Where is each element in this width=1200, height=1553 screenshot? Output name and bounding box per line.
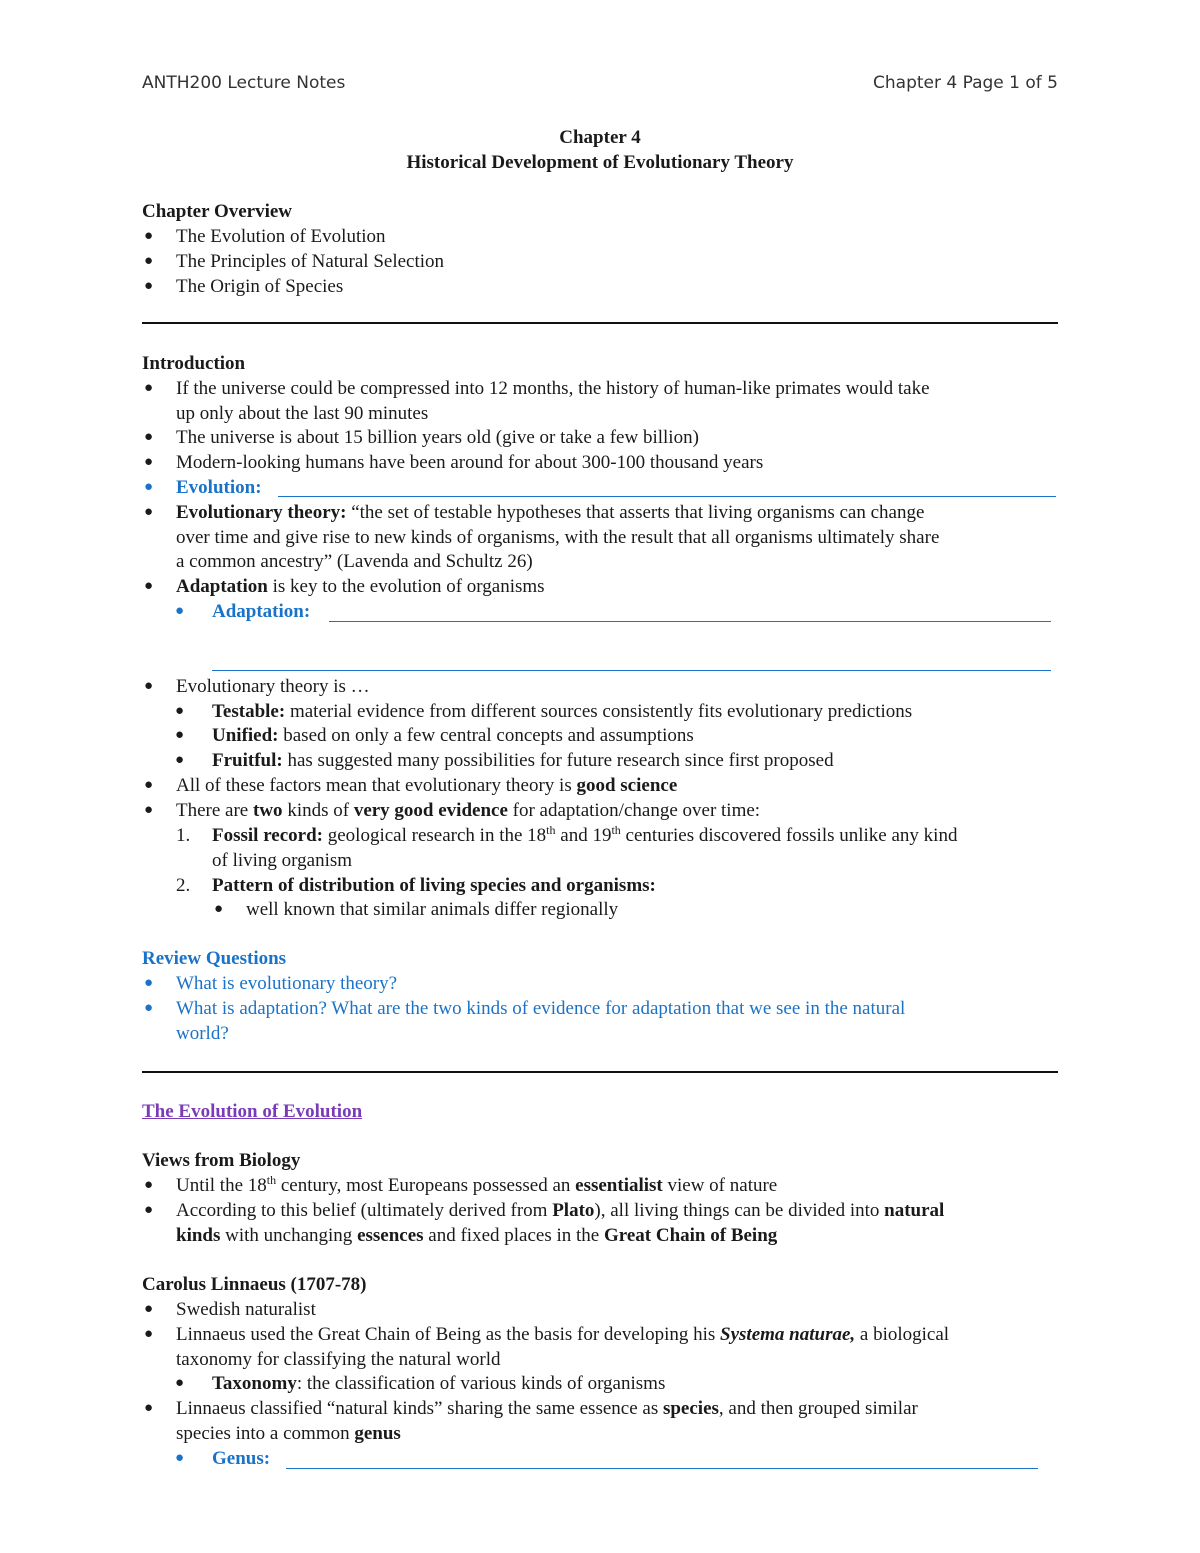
header-page-number: Chapter 4 Page 1 of 5 xyxy=(873,73,1058,93)
bullet-icon: ● xyxy=(144,975,154,991)
bullet-icon: ● xyxy=(144,479,154,495)
list-item-continued: up only about the last 90 minutes xyxy=(176,403,429,424)
bullet-icon: ● xyxy=(144,678,154,694)
adaptation-blank-line[interactable] xyxy=(329,621,1051,622)
bullet-icon: ● xyxy=(144,504,154,520)
document-page: ANTH200 Lecture Notes Chapter 4 Page 1 of 5 Chapter 4 Historical Development of Evolutionary Theory Chapter Overview ● The Evolution of Evolution ● The Principles of Natural Selection ● The Origin of Species Introduction ● If the universe could be compressed into 12 months, the history of human-like primates would take up only about the last 90 minutes ● The universe is about 15 billion years old (give or take a few billion) ● Modern-looking humans have been around for about 300-100 thousand years ● Evolution: ● Evolutionary theory: “the set of testable hypotheses that asserts that living organisms can change over time and give rise to new kinds of organisms, with the result that all organisms ultimately share a common ancestry” (Lavenda and Schultz 26) ● Adaptation is key to the evolution of organisms ● Adaptation: ● Evolutionary theory is … ● Testable: material evidence from different sources consistently fits evolutionary predictions ● Unified: based on only a few central concepts and assumptions ● Fruitful: has suggested many possibilities for future research since first proposed ● All of these factors mean that evolutionary theory is good science ● There are two kinds of very good evidence for adaptation/change over time: 1. Fossil record: geological research in the 18th and 19th centuries discovered fossils unlike any kind of living organism 2. Pattern of distribution of living species and organisms: ● well known that similar animals differ regionally Review Questions ● What is evolutionary theory? ● What is adaptation? What are the two kinds of evidence for adaptation that we see in the natural world? The Evolution of Evolution Views from Biology ● Until the 18th century, most Europeans possessed an essentialist view of nature ● According to this belief (ultimately derived from Plato), all living things can be divided into natural kinds with unchanging essences and fixed places in the Great Chain of Being Carolus Linnaeus (1707-78) ● Swedish naturalist ● Linnaeus used the Great Chain of Being as the basis for developing his Systema naturae, a biological taxonomy for classifying the natural world ● Taxonomy: the classification of various kinds of organisms ● Linnaeus classified “natural kinds” sharing the same essence as species, and then grouped similar species into a common genus ● Genus: xyxy=(142,73,1058,1469)
bullet-icon: ● xyxy=(144,1400,154,1416)
bullet-icon: ● xyxy=(144,380,154,396)
bullet-icon: ● xyxy=(144,278,154,294)
genus-blank-line[interactable] xyxy=(286,1468,1038,1469)
bullet-icon: ● xyxy=(144,1202,154,1218)
bullet-icon: ● xyxy=(144,578,154,594)
chapter-title: Historical Development of Evolutionary Theory xyxy=(406,152,794,173)
bullet-icon: ● xyxy=(144,429,154,445)
chapter-number: Chapter 4 xyxy=(559,127,641,148)
bullet-icon: ● xyxy=(144,228,154,244)
review-question-continued: world? xyxy=(176,1023,229,1044)
bullet-icon: ● xyxy=(175,752,185,768)
bullet-icon: ● xyxy=(175,603,185,619)
bullet-icon: ● xyxy=(144,1326,154,1342)
overview-heading: Chapter Overview xyxy=(142,201,293,222)
review-heading: Review Questions xyxy=(142,948,287,969)
bullet-icon: ● xyxy=(144,253,154,269)
section-title: The Evolution of Evolution xyxy=(142,1101,363,1122)
bullet-icon: ● xyxy=(175,727,185,743)
header-course: ANTH200 Lecture Notes xyxy=(142,73,346,93)
intro-heading: Introduction xyxy=(142,353,246,374)
numbered-item-continued: of living organism xyxy=(212,850,353,871)
bullet-icon: ● xyxy=(144,802,154,818)
bullet-icon: ● xyxy=(144,777,154,793)
bullet-icon: ● xyxy=(175,1450,185,1466)
bullet-icon: ● xyxy=(175,703,185,719)
linnaeus-heading: Carolus Linnaeus (1707-78) xyxy=(142,1274,367,1295)
bullet-icon: ● xyxy=(144,1000,154,1016)
biology-heading: Views from Biology xyxy=(142,1150,301,1171)
bullet-icon: ● xyxy=(175,1375,185,1391)
bullet-icon: ● xyxy=(214,901,224,917)
bullet-icon: ● xyxy=(144,1177,154,1193)
bullet-icon: ● xyxy=(144,454,154,470)
list-item-continued: a common ancestry” (Lavenda and Schultz 26) xyxy=(176,551,533,572)
section-divider xyxy=(142,322,1058,324)
evolution-blank-line[interactable] xyxy=(278,496,1056,497)
list-item-continued: taxonomy for classifying the natural world xyxy=(176,1349,501,1370)
list-item-continued: species into a common genus xyxy=(176,1423,401,1444)
bullet-icon: ● xyxy=(144,1301,154,1317)
adaptation-blank-line-2[interactable] xyxy=(212,670,1051,671)
section-divider xyxy=(142,1071,1058,1073)
list-item-continued: kinds with unchanging essences and fixed places in the Great Chain of Being xyxy=(176,1225,778,1246)
list-item-continued: over time and give rise to new kinds of organisms, with the result that all organisms ultimately share xyxy=(176,527,940,548)
